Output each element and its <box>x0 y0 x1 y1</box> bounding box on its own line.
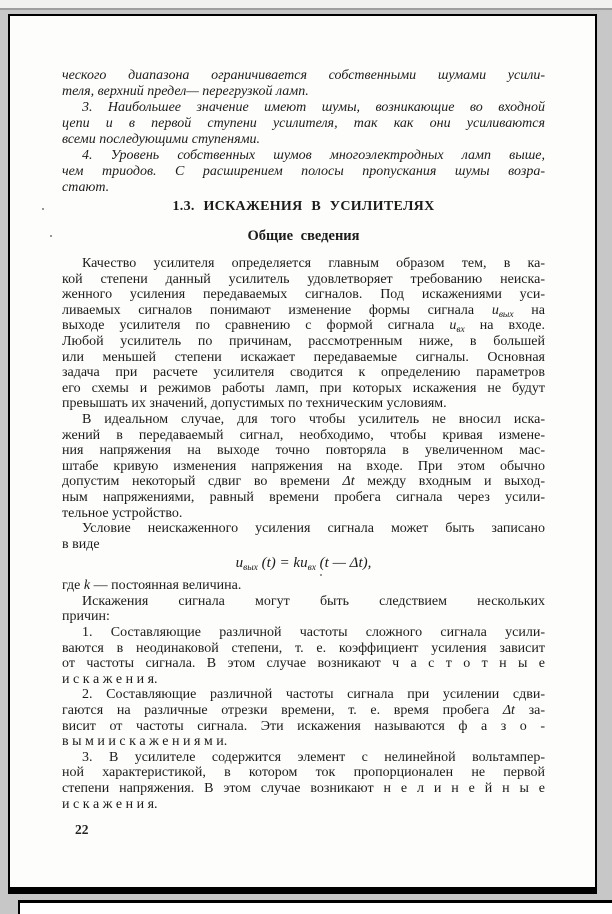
text-line: 2. Составляющие различной частоты сигнала при усилении сдви- <box>82 687 545 703</box>
text-line: причин: <box>62 609 110 625</box>
paragraph <box>62 687 545 749</box>
scan-speckle <box>50 235 52 237</box>
page-content <box>62 68 545 812</box>
text-line: Любой усилитель по причинам, рассмотренным ниже, в большей <box>62 333 545 349</box>
text-line: и с к а ж е н и я. <box>62 796 158 812</box>
text-line: цепи и в первой ступени усилителя, так как они усиливаются <box>62 116 545 131</box>
text-line: всеми последующими ступенями. <box>62 132 261 147</box>
paragraph <box>62 578 545 594</box>
paragraph <box>62 750 545 812</box>
text-line: теля, верхний предел— перегрузкой ламп. <box>62 84 309 99</box>
text-line: ным напряжениями, равный времени пробега сигнала через усили- <box>62 489 545 505</box>
text-line: допустим некоторый сдвиг во времени Δt между входным и выход- <box>62 474 545 490</box>
text-line: 1. Составляющие различной частоты сложного сигнала усили- <box>82 625 545 641</box>
scanned-page <box>8 14 597 894</box>
text-line: Искажения сигнала могут быть следствием нескольких <box>82 593 545 609</box>
subsection-heading: Общие сведения <box>247 228 360 244</box>
text-line: превышать их значений, допустимых по техническим условиям. <box>62 396 447 412</box>
text-line: его схемы и режимов работы ламп, при которых искажения не будут <box>62 380 545 396</box>
text-line: задача при расчете усилителя сводится к определению параметров <box>62 365 545 381</box>
paragraph <box>62 68 545 100</box>
text-line: или меньшей степени искажает передаваемые сигналы. Основная <box>62 349 545 365</box>
text-line: в ы м и и с к а ж е н и я м и. <box>62 734 228 750</box>
paragraph <box>62 594 545 625</box>
scan-speckle <box>320 574 322 576</box>
text-line: ческого диапазона ограничивается собственными шумами усили- <box>62 68 545 83</box>
text-line: степени напряжения. В этом случае возникают н е л и н е й н ы е <box>62 781 545 796</box>
text-line: ния напряжения на выходе точно повторяла в увеличенном мас- <box>62 443 545 459</box>
text-line: кой степени данный усилитель удовлетворяет требованию неиска- <box>62 271 545 287</box>
text-line: штабе кривую изменения напряжения на входе. При этом обычно <box>62 458 545 474</box>
page-number: 22 <box>75 822 89 837</box>
text-line: чем триодов. С расширением полосы пропускания шумы возра- <box>62 164 545 179</box>
text-line: тельное устройство. <box>62 505 183 521</box>
text-line: Качество усилителя определяется главным образом тем, в ка- <box>82 256 545 271</box>
text-line: от частоты сигнала. В этом случае возникают ч а с т о т н ы е <box>62 656 545 672</box>
scan-speckle <box>42 208 44 210</box>
text-line: жений в передаваемый сигнал, необходимо, чтобы кривая измене- <box>62 427 545 443</box>
text-line: где k — постоянная величина. <box>62 578 242 594</box>
text-line: 3. Наибольшее значение имеют шумы, возникающие во входной <box>82 100 545 115</box>
text-line: выходе усилителя по сравнению с формой сигнала $u_{вх}$ на входе. <box>62 318 545 334</box>
text-line: В идеальном случае, для того чтобы усилитель не вносил иска- <box>82 411 545 427</box>
formula: $u_{вых}$ $(t) = ku_{вх}$ (t — Δt), <box>235 555 372 574</box>
paragraph <box>62 625 545 687</box>
section-heading: 1.3. ИСКАЖЕНИЯ В УСИЛИТЕЛЯХ <box>172 199 435 214</box>
text-line: в виде <box>62 536 100 552</box>
text-line: и с к а ж е н и я. <box>62 671 158 687</box>
paragraph <box>62 100 545 148</box>
next-page-edge <box>18 900 612 914</box>
text-line: ваются в неодинаковой степени, т. е. коэффициент усиления зависит <box>62 640 545 656</box>
paragraph <box>62 521 545 552</box>
text-line: 4. Уровень собственных шумов многоэлектродных ламп выше, <box>82 148 545 163</box>
paragraph <box>62 148 545 196</box>
text-line: стают. <box>62 180 110 195</box>
previous-page-edge <box>0 0 612 10</box>
text-line: ной характеристикой, в котором ток пропорционален не первой <box>62 765 545 781</box>
text-line: Условие неискаженного усиления сигнала может быть записано <box>82 521 545 537</box>
text-line: гаются на различные отрезки времени, т. е. время пробега Δt за- <box>62 703 545 719</box>
text-line: женного усиления передаваемых сигналов. Под искажениями уси- <box>62 287 545 303</box>
text-line: висит от частоты сигнала. Эти искажения называются ф а з о - <box>62 718 545 734</box>
paragraph <box>62 412 545 521</box>
paragraph <box>62 256 545 412</box>
text-line: ливаемых сигналов понимают изменение формы сигнала $u_{вых}$ на <box>62 302 545 319</box>
text-line: 3. В усилителе содержится элемент с нелинейной вольтампер- <box>82 749 545 765</box>
